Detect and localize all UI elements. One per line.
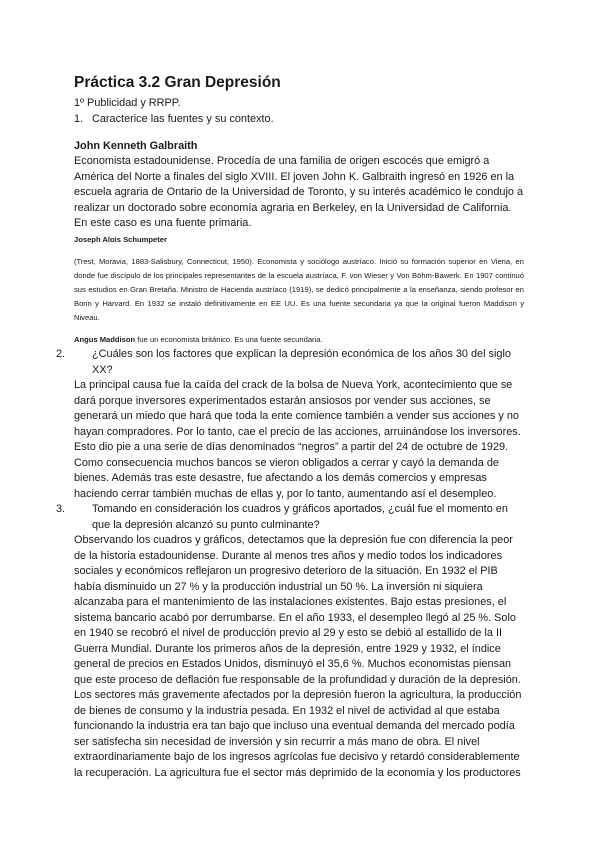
question-2	[56, 347, 524, 378]
schumpeter-body: (Trest, Moravia, 1883-Salisbury, Connecticut, 1950). Economista y sociólogo austríaco. Inició su formación superior en Viena, en donde fue discípulo de los principales representantes de la escuela austríaca, F. von Wieser y Von Böhm-Bawerk. En 1907 continuó sus estudios en Gran Bretaña. Ministro de Hacienda austríaco (1919), se dedicó principalmente a la enseñanza, siendo profesor en Bonn y Harvard. En 1932 se instaló definitivamente en EE UU. Es una fuente secundaria ya que la original fueron Maddison y Niveau.	[74, 256, 524, 323]
schumpeter-heading: Joseph Alois Schumpeter	[74, 234, 167, 244]
course-line: 1º Publicidad y RRPP.	[74, 97, 181, 109]
question-1	[74, 112, 524, 128]
maddison-name: Angus Maddison	[74, 335, 136, 345]
answer-3: Observando los cuadros y gráficos, detectamos que la depresión fue con diferencia la peor de la historia estadounidense. Durante al menos tres años y medio todos los indicadores sociales y económicos reflejaron un progresivo deterioro de la situación. En 1932 el PIB había disminuido un 27 % y la producción industrial un 50 %. La inversión ni siquiera alcanzaba para el mantenimiento de las instalaciones existentes. Bajo estas presiones, el sistema bancario acabó por derrumbarse. En el año 1933, el desempleo llegó al 25 %. Solo en 1940 se recobró el nivel de producción previo al 29 y esto se debió al estallido de la II Guerra Mundial. Durante los primeros años de la depresión, entre 1929 y 1932, el índice general de precios en Estados Unidos, disminuyó el 35,6 %. Muchos economistas piensan que este proceso de deflación fue responsable de la profundidad y duración de la depresión. Los sectores más gravemente afectados por la depresión fueron la agricultura, la producción de bienes de consumo y la industria pesada. En 1932 el nivel de actividad al que estaba funcionando la industria era tan bajo que incluso una eventual demanda del mercado podía ser satisfecha sin necesidad de inversión y sin recurrir a más mano de obra. El nivel extraordinariamente bajo de los ingresos agrícolas fue decisivo y retardó considerablemente la recuperación. La agricultura fue el sector más deprimido de la economía y los productores	[74, 534, 522, 779]
question-2-number: 2.	[56, 348, 66, 361]
galbraith-heading: John Kenneth Galbraith	[74, 140, 198, 152]
question-3-text: Tomando en consideración los cuadros y gráficos aportados, ¿cuál fue el momento en que la depresión alcanzó su punto culminante?	[92, 503, 508, 531]
maddison-text: fue un economista británico. Es una fuente secundaria.	[135, 335, 323, 345]
maddison-line	[74, 333, 524, 347]
question-2-text: ¿Cuáles son los factores que explican la depresión económica de los años 30 del siglo XX?	[92, 348, 511, 376]
question-3	[56, 502, 524, 533]
question-1-text: Caracterice las fuentes y su contexto.	[92, 112, 274, 125]
document-content	[56, 96, 524, 781]
document-title: Práctica 3.2 Gran Depresión	[74, 74, 281, 91]
galbraith-body: Economista estadounidense. Procedía de una familia de origen escocés que emigró a América del Norte a finales del siglo XVIII. El joven John K. Galbraith ingresó en 1926 en la escuela agraria de Ontario de la Universidad de Toronto, y su interés académico le condujo a realizar un doctorado sobre economía agraria en Berkeley, en la Universidad de California. En este caso es una fuente primaria.	[74, 155, 523, 229]
answer-2: La principal causa fue la caída del crack de la bolsa de Nueva York, acontecimiento que se dará porque inversores experimentados estarán ansiosos por vender sus acciones, se generará un miedo que hará que toda la ente comience también a vender sus acciones y no hayan compradores. Por lo tanto, cae el precio de las acciones, arruinándose los inversores. Esto dio pie a una serie de días denominados “negros” a partir del 24 de octubre de 1929. Como consecuencia muchos bancos se vieron obligados a cerrar y cayó la demanda de bienes. Además tras este desastre, fue afectando a los demás comercios y empresas haciendo cerrar también muchas de ellas y, por lo tanto, aumentando así el desempleo.	[74, 379, 521, 500]
question-3-number: 3.	[56, 503, 66, 516]
question-1-number: 1.	[74, 112, 84, 125]
